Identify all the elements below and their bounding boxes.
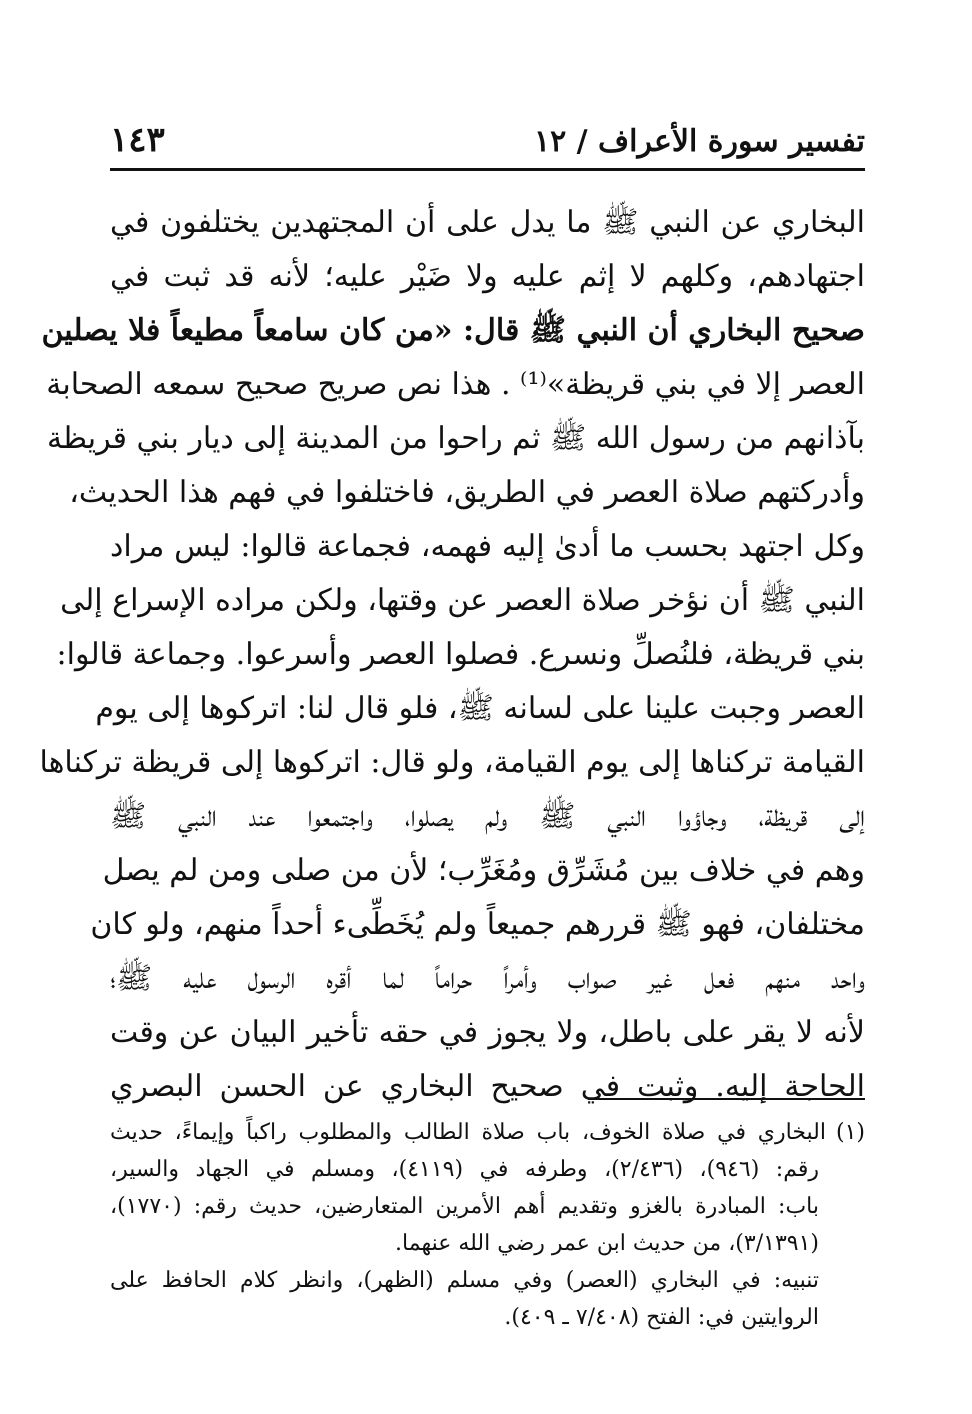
page-header <box>110 118 865 168</box>
footnote-note-line: الروايتين في: الفتح (٧/٤٠٨ ـ ٤٠٩). <box>504 1305 819 1330</box>
header-rule <box>110 168 865 171</box>
text-line: بآذانهم من رسول الله ﷺ ثم راحوا من المدينة إلى ديار بني قريظة <box>47 421 865 456</box>
text-line: وكل اجتهد بحسب ما أدىٰ إليه فهمه، فجماعة قالوا: ليس مراد <box>110 529 865 564</box>
footnote-line: باب: المبادرة بالغزو وتقديم أهم الأمرين المتعارضين، حديث رقم: (١٧٧٠)، <box>110 1194 819 1219</box>
running-title: تفسير سورة الأعراف / ١٢ <box>533 124 865 159</box>
text-line-hadith-end: العصر إلا في بني قريظة»⁽¹⁾ . هذا نص صريح صحيح سمعه الصحابة <box>46 367 865 402</box>
footnote-note-line: تنبيه: في البخاري (العصر) وفي مسلم (الظهر)، وانظر كلام الحافظ على <box>110 1268 819 1293</box>
text-line: البخاري عن النبي ﷺ ما يدل على أن المجتهدين يختلفون في <box>110 205 865 240</box>
footnote-line: (٣/١٣٩١)، من حديث ابن عمر رضي الله عنهما. <box>395 1231 819 1256</box>
footnotes <box>110 1114 865 1336</box>
text-line: لأنه لا يقر على باطل، ولا يجوز في حقه تأخير البيان عن وقت <box>110 1015 865 1050</box>
text-line: القيامة تركناها إلى يوم القيامة، ولو قال: اتركوها إلى قريظة تركناها <box>39 745 865 780</box>
text-line-hadith: صحيح البخاري أن النبي ﷺ قال: «من كان سامعاً مطيعاً فلا يصلين <box>41 313 865 348</box>
text-line: النبي ﷺ أن نؤخر صلاة العصر عن وقتها، ولكن مراده الإسراع إلى <box>60 583 865 618</box>
footnote-line <box>110 1114 865 1151</box>
page-number: ١٤٣ <box>110 120 165 160</box>
footnote-rule <box>588 1098 865 1100</box>
main-text <box>39 196 865 1114</box>
text-line: اجتهادهم، وكلهم لا إثم عليه ولا ضَيْر عليه؛ لأنه قد ثبت في <box>110 259 865 294</box>
footnote-text: البخاري في صلاة الخوف، باب صلاة الطالب والمطلوب راكباً وإيماءً، حديث <box>110 1120 826 1145</box>
text-line: وأدركتهم صلاة العصر في الطريق، فاختلفوا في فهم هذا الحديث، <box>69 475 865 510</box>
footnote-marker: (١) <box>835 1120 865 1145</box>
text-line: الحاجة إليه. وثبت في صحيح البخاري عن الحسن البصري <box>110 1069 865 1104</box>
text-line: وهم في خلاف بين مُشَرِّق ومُغَرِّب؛ لأن من صلى ومن لم يصل <box>102 853 865 888</box>
footnote-line: رقم: (٩٤٦)، (٢/٤٣٦)، وطرفه في (٤١١٩)، ومسلم في الجهاد والسير، <box>110 1157 819 1182</box>
text-line: مختلفان، فهو ﷺ قررهم جميعاً ولم يُخَطِّىء أحداً منهم، ولو كان <box>90 907 865 942</box>
text-line: إلى قريظة، وجاؤوا النبي ﷺ ولم يصلوا، واجتمعوا عند النبي ﷺ <box>110 799 865 834</box>
text-line: العصر وجبت علينا على لسانه ﷺ، فلو قال لنا: اتركوها إلى يوم <box>95 691 865 726</box>
text-line: بني قريظة، فلنُصلِّ ونسرع. فصلوا العصر وأسرعوا. وجماعة قالوا: <box>56 637 865 672</box>
text-line: واحد منهم فعل غير صواب وأمراً حراماً لما أقره الرسول عليه ﷺ؛ <box>110 961 865 996</box>
